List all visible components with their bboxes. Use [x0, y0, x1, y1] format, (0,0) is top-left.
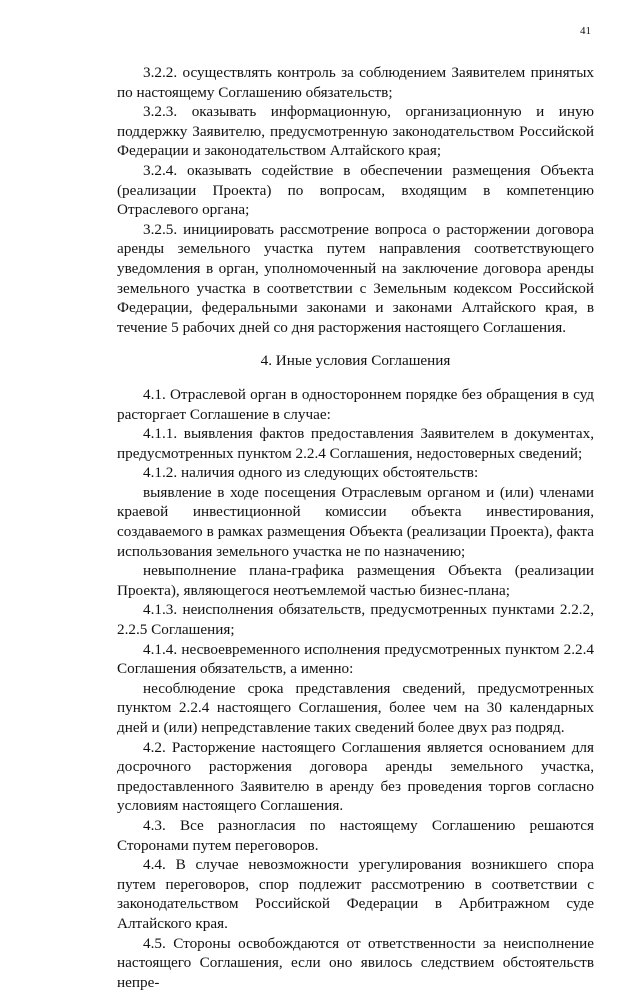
clause-4-1-2-a: выявление в ходе посещения Отраслевым органом и (или) членами краевой инвестиционной комиссии объекта инвестирования, создаваемого в рамках размещения Объекта (реализации Проекта), факта использования земельного участка не по назначению; — [117, 483, 594, 560]
clause-4-1: 4.1. Отраслевой орган в одностороннем порядке без обращения в суд расторгает Соглашение в случае: — [117, 385, 594, 423]
clause-4-1-1: 4.1.1. выявления фактов предоставления Заявителем в документах, предусмотренных пунктом 2.2.4 Соглашения, недостоверных сведений; — [117, 425, 594, 462]
clause-4-4: 4.4. В случае невозможности урегулирования возникшего спора путем переговоров, спор подлежит рассмотрению в соответствии с законодательством Российской Федерации в Арбитражном суде Алтайского края. — [117, 856, 594, 932]
clause-4-1-4-a: несоблюдение срока представления сведений, предусмотренных пунктом 2.2.4 настоящего Соглашения, более чем на 30 календарных дней и (или) непредставление таких сведений более двух раз подряд. — [117, 679, 594, 736]
clause-4-1-2-b: невыполнение плана-графика размещения Объекта (реализации Проекта), являющегося неотъемлемой частью бизнес-плана; — [117, 562, 594, 599]
document-body — [117, 63, 594, 992]
clause-4-1-4: 4.1.4. несвоевременного исполнения предусмотренных пунктом 2.2.4 Соглашения обязательств, а именно: — [117, 640, 594, 678]
clause-4-5: 4.5. Стороны освобождаются от ответственности за неисполнение настоящего Соглашения, если оно явилось следствием обстоятельств непре- — [117, 934, 594, 991]
clause-4-2: 4.2. Расторжение настоящего Соглашения является основанием для досрочного расторжения договора аренды земельного участка, предоставленного Заявителю в аренду без проведения торгов согласно условиям настоящего Соглашения. — [117, 738, 594, 815]
clause-4-3: 4.3. Все разногласия по настоящему Соглашению решаются Сторонами путем переговоров. — [117, 816, 594, 854]
clause-3-2-2: 3.2.2. осуществлять контроль за соблюдением Заявителем принятых по настоящему Соглашению обязательств; — [117, 64, 594, 101]
section-4-heading: 4. Иные условия Соглашения — [260, 352, 451, 370]
clause-3-2-3: 3.2.3. оказывать информационную, организационную и иную поддержку Заявителю, предусмотренную законодательством Российской Федерации и законодательством Алтайского края; — [117, 103, 594, 160]
clause-3-2-5: 3.2.5. инициировать рассмотрение вопроса о расторжении договора аренды земельного участка путем направления соответствующего уведомления в орган, уполномоченный на заключение договора аренды земельного участка в соответствии с Земельным кодексом Российской Федерации, федеральными законами и законами Алтайского края, в течение 5 рабочих дней со дня расторжения настоящего Соглашения. — [117, 220, 594, 336]
clause-4-1-3: 4.1.3. неисполнения обязательств, предусмотренных пунктами 2.2.2, 2.2.5 Соглашения; — [117, 601, 594, 639]
clause-3-2-4: 3.2.4. оказывать содействие в обеспечении размещения Объекта (реализации Проекта) по вопросам, входящим в компетенцию Отраслевого органа; — [117, 161, 594, 219]
page-number: 41 — [580, 25, 591, 37]
clause-4-1-2: 4.1.2. наличия одного из следующих обстоятельств: — [143, 464, 479, 482]
